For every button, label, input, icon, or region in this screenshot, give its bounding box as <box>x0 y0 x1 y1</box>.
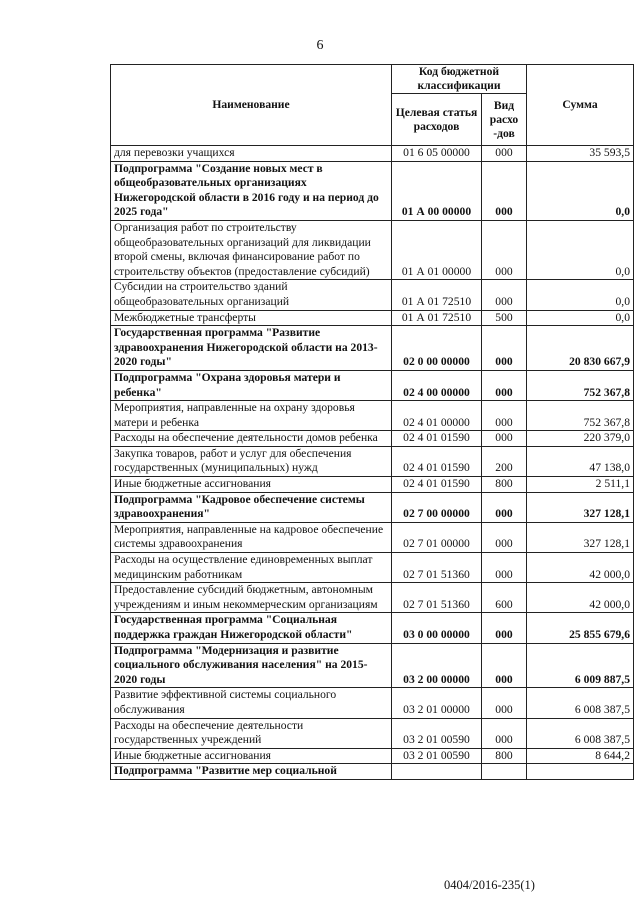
row-name: Мероприятия, направленные на кадровое обеспечение системы здравоохранения <box>111 522 392 552</box>
row-type: 600 <box>482 583 527 613</box>
row-code: 02 4 01 01590 <box>392 477 482 493</box>
row-type: 000 <box>482 522 527 552</box>
table-row <box>111 161 634 220</box>
row-sum: 35 593,5 <box>527 146 634 162</box>
row-name: для перевозки учащихся <box>111 146 392 162</box>
row-type: 000 <box>482 643 527 688</box>
row-sum: 6 009 887,5 <box>527 643 634 688</box>
row-sum: 327 128,1 <box>527 492 634 522</box>
row-name: Расходы на осуществление единовременных выплат медицинским работникам <box>111 553 392 583</box>
row-type: 200 <box>482 446 527 476</box>
table-row <box>111 477 634 493</box>
table-body <box>111 146 634 780</box>
row-code: 02 7 01 00000 <box>392 522 482 552</box>
row-type: 800 <box>482 748 527 764</box>
row-sum: 327 128,1 <box>527 522 634 552</box>
table-row <box>111 401 634 431</box>
table-row <box>111 446 634 476</box>
row-code: 02 7 01 51360 <box>392 583 482 613</box>
table-row <box>111 748 634 764</box>
row-code: 03 2 01 00000 <box>392 688 482 718</box>
row-name: Подпрограмма "Охрана здоровья матери и ребенка" <box>111 370 392 400</box>
row-code: 02 4 01 01590 <box>392 431 482 447</box>
row-code <box>392 764 482 780</box>
table-row <box>111 522 634 552</box>
header-target: Целевая статья расходов <box>392 94 482 146</box>
row-type: 500 <box>482 310 527 326</box>
row-type: 000 <box>482 370 527 400</box>
row-name: Мероприятия, направленные на охрану здоровья матери и ребенка <box>111 401 392 431</box>
row-type: 000 <box>482 613 527 643</box>
row-code: 03 2 01 00590 <box>392 718 482 748</box>
row-code: 02 7 01 51360 <box>392 553 482 583</box>
row-type: 000 <box>482 220 527 279</box>
table-row <box>111 688 634 718</box>
row-name: Государственная программа "Развитие здравоохранения Нижегородской области на 2013-2020 годы" <box>111 326 392 371</box>
doc-number: 0404/2016-235(1) <box>444 878 535 892</box>
row-type: 000 <box>482 146 527 162</box>
row-code: 02 4 01 00000 <box>392 401 482 431</box>
row-code: 02 4 00 00000 <box>392 370 482 400</box>
header-code-group: Код бюджетной классификации <box>392 65 527 94</box>
row-name: Межбюджетные трансферты <box>111 310 392 326</box>
table-row <box>111 146 634 162</box>
table-row <box>111 613 634 643</box>
row-sum: 0,0 <box>527 310 634 326</box>
row-sum: 0,0 <box>527 161 634 220</box>
row-name: Государственная программа "Социальная поддержка граждан Нижегородской области" <box>111 613 392 643</box>
row-type: 000 <box>482 326 527 371</box>
row-sum <box>527 764 634 780</box>
row-name: Субсидии на строительство зданий общеобразовательных организаций <box>111 280 392 310</box>
row-sum: 42 000,0 <box>527 553 634 583</box>
budget-table <box>110 64 634 780</box>
row-sum: 25 855 679,6 <box>527 613 634 643</box>
row-name: Расходы на обеспечение деятельности государственных учреждений <box>111 718 392 748</box>
table-row <box>111 553 634 583</box>
table-row <box>111 764 634 780</box>
header-sum: Сумма <box>527 65 634 146</box>
page-number: 6 <box>316 38 324 53</box>
row-code: 01 А 01 72510 <box>392 310 482 326</box>
row-code: 01 А 01 00000 <box>392 220 482 279</box>
table-row <box>111 492 634 522</box>
row-type: 000 <box>482 688 527 718</box>
row-code: 01 6 05 00000 <box>392 146 482 162</box>
row-sum: 6 008 387,5 <box>527 718 634 748</box>
table-row <box>111 326 634 371</box>
row-sum: 220 379,0 <box>527 431 634 447</box>
header-type: Вид расхо -дов <box>482 94 527 146</box>
table-row <box>111 431 634 447</box>
row-name: Развитие эффективной системы социального обслуживания <box>111 688 392 718</box>
row-sum: 20 830 667,9 <box>527 326 634 371</box>
row-code: 03 2 01 00590 <box>392 748 482 764</box>
row-code: 02 4 01 01590 <box>392 446 482 476</box>
row-type <box>482 764 527 780</box>
row-name: Закупка товаров, работ и услуг для обеспечения государственных (муниципальных) нужд <box>111 446 392 476</box>
row-name: Иные бюджетные ассигнования <box>111 477 392 493</box>
row-code: 01 А 00 00000 <box>392 161 482 220</box>
row-name: Подпрограмма "Модернизация и развитие социального обслуживания населения" на 2015-2020 годы <box>111 643 392 688</box>
row-code: 01 А 01 72510 <box>392 280 482 310</box>
row-type: 000 <box>482 718 527 748</box>
row-code: 02 0 00 00000 <box>392 326 482 371</box>
row-sum: 42 000,0 <box>527 583 634 613</box>
row-code: 03 0 00 00000 <box>392 613 482 643</box>
row-sum: 0,0 <box>527 220 634 279</box>
row-type: 000 <box>482 280 527 310</box>
row-type: 000 <box>482 161 527 220</box>
row-name: Подпрограмма "Развитие мер социальной <box>111 764 392 780</box>
row-name: Расходы на обеспечение деятельности домов ребенка <box>111 431 392 447</box>
table-row <box>111 310 634 326</box>
row-sum: 2 511,1 <box>527 477 634 493</box>
row-name: Подпрограмма "Кадровое обеспечение системы здравоохранения" <box>111 492 392 522</box>
row-name: Предоставление субсидий бюджетным, автономным учреждениям и иным некоммерческим организациям <box>111 583 392 613</box>
table-row <box>111 643 634 688</box>
row-type: 000 <box>482 431 527 447</box>
row-name: Иные бюджетные ассигнования <box>111 748 392 764</box>
table-row <box>111 370 634 400</box>
header-name: Наименование <box>111 65 392 146</box>
row-type: 000 <box>482 492 527 522</box>
row-type: 000 <box>482 553 527 583</box>
table-row <box>111 280 634 310</box>
row-sum: 0,0 <box>527 280 634 310</box>
table-row <box>111 583 634 613</box>
row-sum: 6 008 387,5 <box>527 688 634 718</box>
row-code: 02 7 00 00000 <box>392 492 482 522</box>
row-sum: 752 367,8 <box>527 401 634 431</box>
row-sum: 47 138,0 <box>527 446 634 476</box>
row-code: 03 2 00 00000 <box>392 643 482 688</box>
row-type: 800 <box>482 477 527 493</box>
table-row <box>111 220 634 279</box>
row-sum: 752 367,8 <box>527 370 634 400</box>
row-name: Подпрограмма "Создание новых мест в общеобразовательных организациях Нижегородской области в 2016 году и на период до 2025 года" <box>111 161 392 220</box>
row-sum: 8 644,2 <box>527 748 634 764</box>
row-type: 000 <box>482 401 527 431</box>
table-row <box>111 718 634 748</box>
row-name: Организация работ по строительству общеобразовательных организаций для ликвидации второй смены, включая финансирование работ по строительству объектов (предоставление субсидий) <box>111 220 392 279</box>
